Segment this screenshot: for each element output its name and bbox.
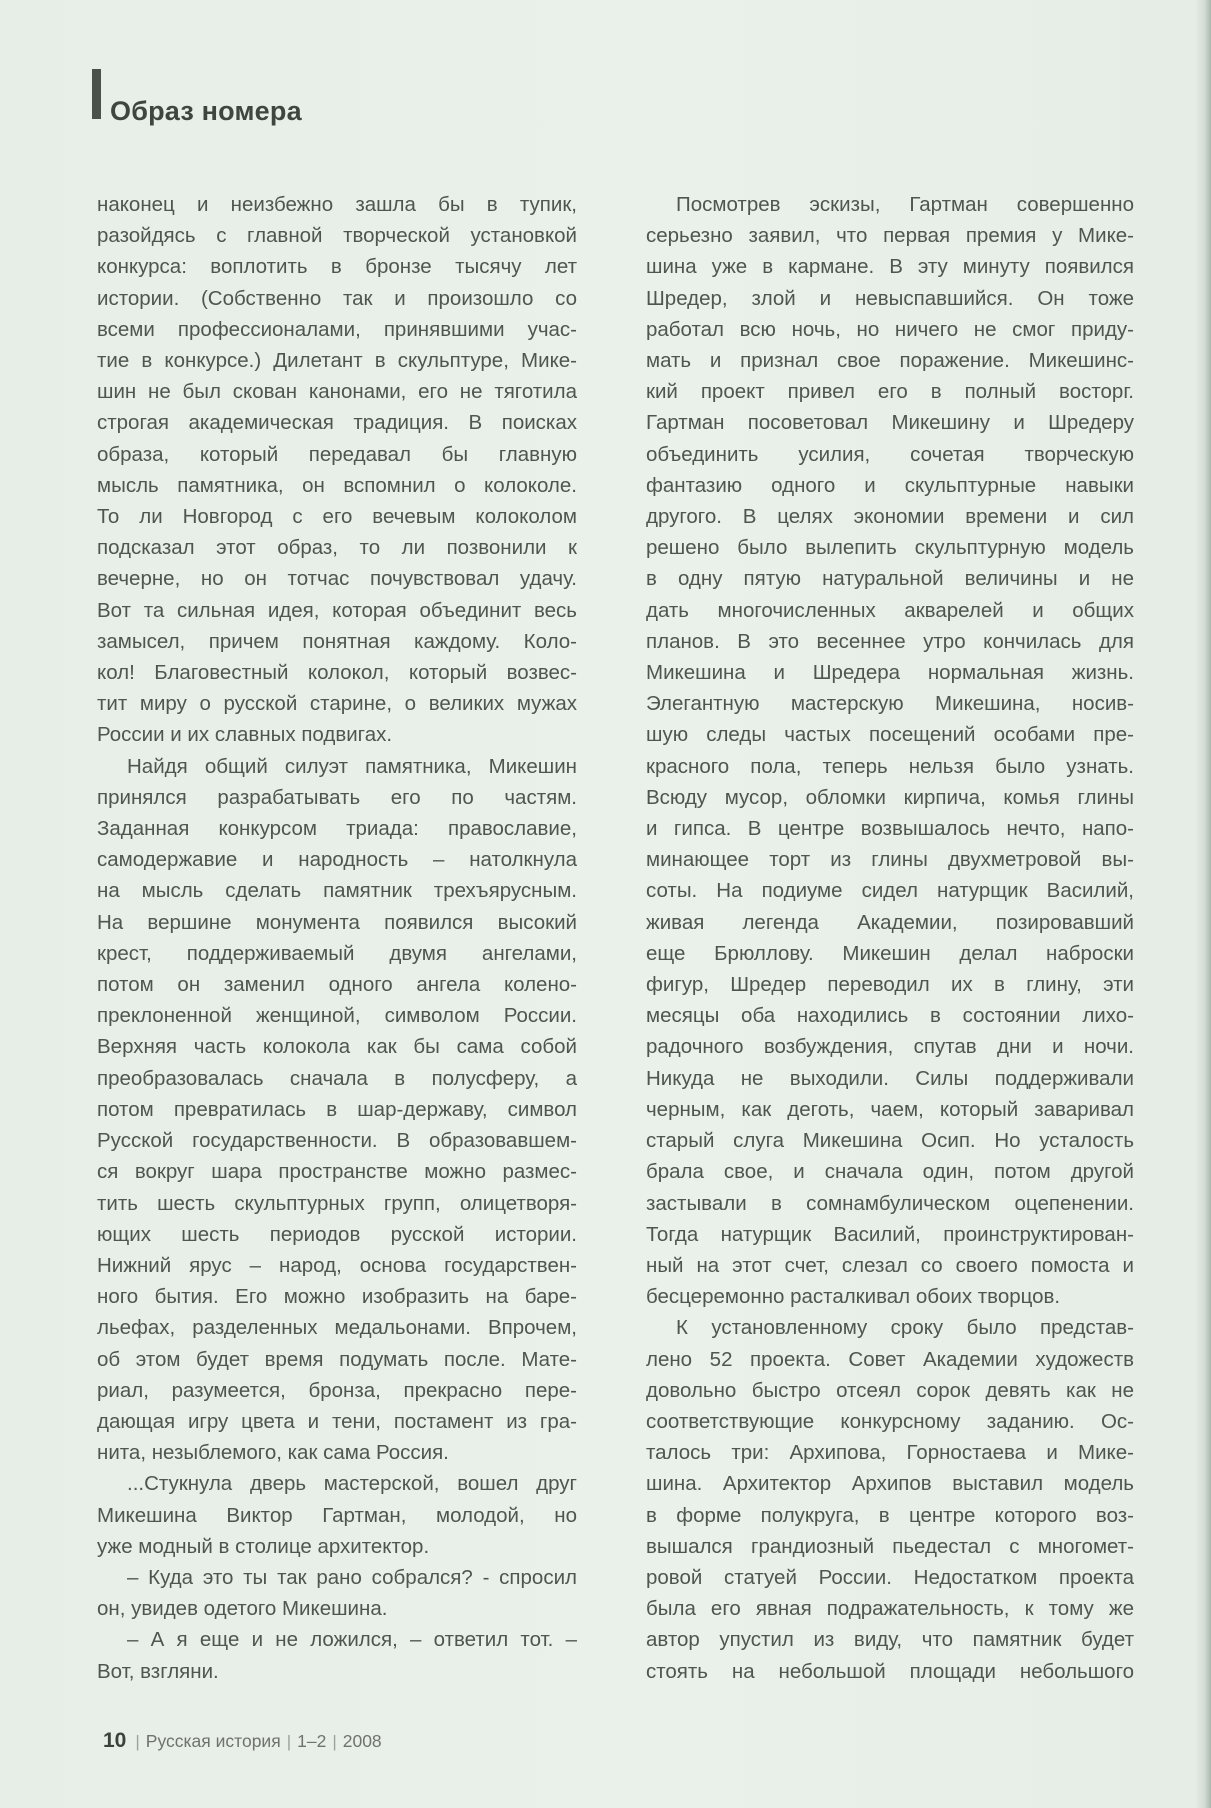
text-line: дать многочисленных акварелей и общих <box>646 598 1134 622</box>
text-line: ного бытия. Его можно изобразить на баре- <box>97 1285 577 1309</box>
text-line: преклоненной женщиной, символом России. <box>97 1004 577 1028</box>
text-line: фантазию одного и скульптурные навыки <box>646 473 1134 497</box>
text-line: он, увидев одетого Микешина. <box>97 1597 388 1621</box>
text-line: льефах, разделенных медальонами. Впрочем, <box>97 1316 577 1340</box>
text-line: Шредер, злой и невыспавшийся. Он тоже <box>646 286 1134 310</box>
text-line: Верхняя часть колокола как бы сама собой <box>97 1035 577 1059</box>
text-line: ...Стукнула дверь мастерской, вошел друг <box>127 1472 577 1496</box>
text-line: серьезно заявил, что первая премия у Мике- <box>646 224 1134 248</box>
text-line: минающее торт из глины двухметровой вы- <box>646 848 1134 872</box>
text-line: риал, разумеется, бронза, прекрасно пере- <box>97 1378 577 1402</box>
text-line: Посмотрев эскизы, Гартман совершенно <box>676 193 1134 216</box>
text-line: наконец и неизбежно зашла бы в тупик, <box>97 193 577 216</box>
text-line: Вот, взгляни. <box>97 1659 219 1683</box>
page-footer <box>103 1729 382 1753</box>
text-line: соты. На подиуме сидел натурщик Василий, <box>646 879 1134 903</box>
right-column <box>646 189 1134 1687</box>
text-line: потом превратилась в шар-державу, символ <box>97 1097 577 1121</box>
text-line: Всюду мусор, обломки кирпича, комья глины <box>646 785 1134 809</box>
text-line: решено было вылепить скульптурную модель <box>646 536 1134 560</box>
page-edge-shadow <box>1195 0 1211 1808</box>
issue-number: 1–2 <box>297 1731 327 1751</box>
text-line: в одну пятую натуральной величины и не <box>646 567 1134 591</box>
text-line: разойдясь с главной творческой установкой <box>97 224 577 248</box>
text-line: стоять на небольшой площади небольшого <box>646 1659 1134 1683</box>
text-line: образа, который передавал бы главную <box>97 442 577 466</box>
text-line: объединить усилия, сочетая творческую <box>646 442 1134 466</box>
text-line: принялся разрабатывать его по частям. <box>97 785 577 809</box>
text-line: мать и признал свое поражение. Микешинс- <box>646 349 1134 373</box>
text-line: всеми профессионалами, принявшими учас- <box>97 317 577 341</box>
text-line: шую следы частых посещений особами пре- <box>646 723 1134 747</box>
text-line: тие в конкурсе.) Дилетант в скульптуре, Мике- <box>97 349 577 373</box>
text-line: замысел, причем понятная каждому. Коло- <box>97 629 577 653</box>
text-line: К установленному сроку было представ- <box>676 1316 1134 1340</box>
text-line: работал всю ночь, но ничего не смог приду- <box>646 317 1134 341</box>
text-line: Никуда не выходили. Силы поддерживали <box>646 1066 1134 1090</box>
text-line: радочного возбуждения, спутав дни и ночи. <box>646 1035 1134 1059</box>
text-line: на мысль сделать памятник трехъярусным. <box>97 879 577 903</box>
text-line: Русской государственности. В образовавшем- <box>97 1129 577 1153</box>
text-line: ровой статуей России. Недостатком проекта <box>646 1565 1134 1589</box>
text-line: мысль памятника, он вспомнил о колоколе. <box>97 473 577 497</box>
text-line: соответствующие конкурсному заданию. Ос- <box>646 1409 1134 1433</box>
text-line: То ли Новгород с его вечевым колоколом <box>97 505 577 529</box>
text-line: – А я еще и не ложился, – ответил тот. – <box>127 1628 577 1652</box>
journal-title: Русская история <box>145 1731 281 1751</box>
text-line: кол! Благовестный колокол, который возвес- <box>97 661 577 685</box>
text-line: вечерне, но он тотчас почувствовал удачу. <box>97 567 577 591</box>
text-line: ся вокруг шара пространстве можно размес- <box>97 1160 577 1184</box>
text-line: Элегантную мастерскую Микешина, носив- <box>646 692 1134 716</box>
text-line: Гартман посоветовал Микешину и Шредеру <box>646 411 1134 435</box>
text-line: Заданная конкурсом триада: православие, <box>97 817 577 841</box>
text-line: Нижний ярус – народ, основа государствен- <box>97 1253 577 1277</box>
text-line: Тогда натурщик Василий, проинструктирован- <box>646 1222 1134 1246</box>
text-line: Микешина и Шредера нормальная жизнь. <box>646 661 1134 685</box>
text-line: потом он заменил одного ангела колено- <box>97 973 577 997</box>
text-line: шина уже в кармане. В эту минуту появился <box>646 255 1134 279</box>
text-line: живая легенда Академии, позировавший <box>646 910 1134 934</box>
text-line: планов. В это весеннее утро кончилась для <box>646 629 1134 653</box>
text-line: черным, как деготь, чаем, который заваривал <box>646 1097 1134 1121</box>
text-line: нита, незыблемого, как сама Россия. <box>97 1441 449 1465</box>
text-line: тит миру о русской старине, о великих мужах <box>97 692 577 716</box>
text-line: и гипса. В центре возвышалось нечто, напо- <box>646 817 1134 841</box>
text-line: истории. (Собственно так и произошло со <box>97 286 577 310</box>
text-line: застывали в сомнамбулическом оцепенении. <box>646 1191 1134 1215</box>
left-column <box>97 189 577 1687</box>
text-line: подсказал этот образ, то ли позвонили к <box>97 536 577 560</box>
text-line: – Куда это ты так рано собрался? - спросил <box>127 1565 577 1589</box>
text-line: еще Брюллову. Микешин делал наброски <box>646 941 1134 965</box>
text-line: месяцы оба находились в состоянии лихо- <box>646 1004 1134 1028</box>
text-line: талось три: Архипова, Горностаева и Мике- <box>646 1441 1134 1465</box>
text-line: в форме полукруга, в центре которого воз- <box>646 1503 1134 1527</box>
text-line: автор упустил из виду, что памятник будет <box>646 1628 1134 1652</box>
text-line: кий проект привел его в полный восторг. <box>646 380 1134 404</box>
text-line: лено 52 проекта. Совет Академии художеств <box>646 1347 1134 1371</box>
text-line: старый слуга Микешина Осип. Но усталость <box>646 1129 1134 1153</box>
text-line: На вершине монумента появился высокий <box>97 910 577 934</box>
text-line: шина. Архитектор Архипов выставил модель <box>646 1472 1134 1496</box>
text-line: Микешина Виктор Гартман, молодой, но <box>97 1503 577 1527</box>
text-line: Вот та сильная идея, которая объединит весь <box>97 598 577 622</box>
text-line: брала свое, и сначала один, потом другой <box>646 1160 1134 1184</box>
text-line: тить шесть скульптурных групп, олицетворя- <box>97 1191 577 1215</box>
text-line: конкурса: воплотить в бронзе тысячу лет <box>97 255 577 279</box>
year: 2008 <box>342 1731 382 1751</box>
footer-separator: | <box>332 1732 337 1751</box>
text-line: ный на этот счет, слезал со своего помоста и <box>646 1253 1134 1277</box>
text-line: самодержавие и народность – натолкнула <box>97 848 577 872</box>
text-line: фигур, Шредер переводил их в глину, эти <box>646 973 1134 997</box>
text-line: довольно быстро отсеял сорок девять как не <box>646 1378 1134 1402</box>
page-number: 10 <box>103 1729 127 1752</box>
text-line: уже модный в столице архитектор. <box>97 1534 430 1558</box>
text-line: преобразовалась сначала в полусферу, а <box>97 1066 577 1090</box>
text-line: строгая академическая традиция. В поисках <box>97 411 577 435</box>
text-line: шин не был скован канонами, его не тяготила <box>97 380 577 404</box>
text-line: бесцеремонно расталкивал обоих творцов. <box>646 1285 1061 1309</box>
footer-separator: | <box>135 1732 140 1751</box>
text-line: об этом будет время подумать после. Мате- <box>97 1347 577 1371</box>
text-line: вышался грандиозный пьедестал с многомет- <box>646 1534 1134 1558</box>
text-line: России и их славных подвигах. <box>97 723 393 747</box>
text-line: крест, поддерживаемый двумя ангелами, <box>97 941 577 965</box>
text-line: была его явная подражательность, к тому же <box>646 1597 1134 1621</box>
text-line: Найдя общий силуэт памятника, Микешин <box>127 754 577 778</box>
text-line: другого. В целях экономии времени и сил <box>646 505 1134 529</box>
text-line: ющих шесть периодов русской истории. <box>97 1222 577 1246</box>
header-rule <box>92 69 101 119</box>
footer-separator: | <box>286 1732 292 1751</box>
section-title: Образ номера <box>110 96 302 126</box>
text-line: красного пола, теперь нельзя было узнать. <box>646 754 1134 778</box>
text-line: дающая игру цвета и тени, постамент из гра- <box>97 1409 577 1433</box>
